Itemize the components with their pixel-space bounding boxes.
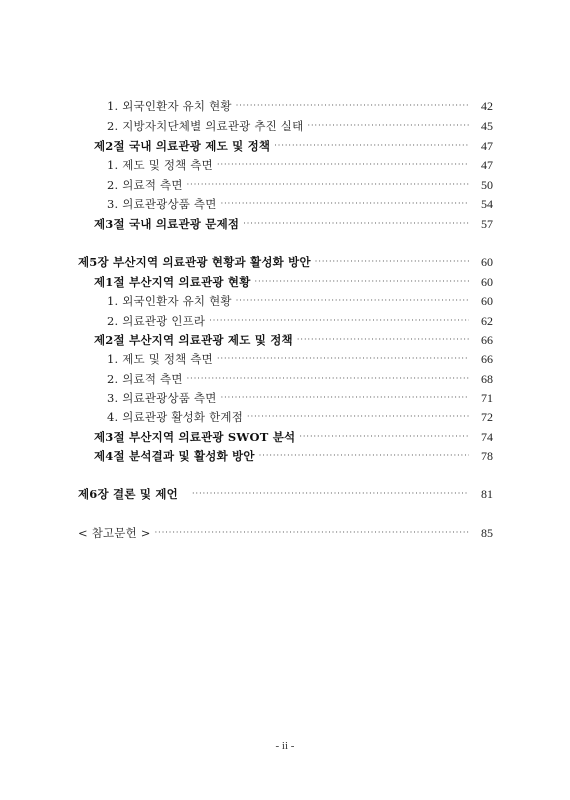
- toc-entry-label: 4. 의료관광 활성화 한계점: [107, 410, 244, 424]
- toc-leader-dots: [236, 96, 469, 115]
- toc-entry-label: 제3절 부산지역 의료관광 SWOT 분석: [94, 430, 296, 444]
- toc-leader-dots: [274, 136, 469, 155]
- toc-entry-label: 제5장 부산지역 의료관광 현황과 활성화 방안: [78, 255, 311, 269]
- toc-leader-dots: [187, 369, 469, 388]
- toc-leader-dots: [236, 291, 469, 310]
- toc-entry-section[interactable]: [94, 137, 493, 156]
- toc-entry-label: 1. 외국인환자 유치 현황: [107, 294, 232, 308]
- toc-page-number: 74: [481, 430, 493, 444]
- toc-entry[interactable]: [107, 156, 493, 175]
- toc-page-number: 78: [481, 449, 493, 463]
- toc-entry-label: 2. 지방자치단체별 의료관광 추진 실태: [107, 119, 304, 133]
- toc-page-number: 45: [481, 119, 493, 133]
- toc-entry[interactable]: [107, 117, 493, 136]
- toc-page-number: 68: [481, 372, 493, 386]
- toc-page-number: 60: [481, 275, 493, 289]
- toc-entry-references[interactable]: [78, 524, 493, 543]
- toc-page-number: 66: [481, 333, 493, 347]
- toc-entry-label: 제2절 국내 의료관광 제도 및 정책: [94, 139, 271, 153]
- toc-entry-label: 1. 제도 및 정책 측면: [107, 352, 213, 366]
- toc-leader-dots: [187, 175, 469, 194]
- toc-entry-label: 2. 의료적 측면: [107, 372, 183, 386]
- toc-entry-chapter[interactable]: [78, 485, 493, 504]
- toc-entry-label: 2. 의료적 측면: [107, 178, 183, 192]
- toc-entry-label: 1. 외국인환자 유치 현황: [107, 99, 232, 113]
- toc-leader-dots: [217, 155, 469, 174]
- page-footer-number: - ii -: [275, 740, 295, 752]
- toc-leader-dots: [247, 407, 469, 426]
- toc-leader-dots: [259, 446, 469, 465]
- toc-leader-dots: [315, 252, 469, 271]
- toc-page-number: 47: [481, 158, 493, 172]
- toc-page-number: 81: [481, 487, 493, 501]
- toc-entry-label: < 참고문헌 >: [78, 526, 151, 540]
- toc-page-number: 85: [481, 526, 493, 540]
- toc-entry[interactable]: [107, 389, 493, 408]
- toc-leader-dots: [307, 116, 469, 135]
- toc-leader-dots: [217, 349, 469, 368]
- toc-page-number: 54: [481, 197, 493, 211]
- toc-page-number: 60: [481, 294, 493, 308]
- toc-entry[interactable]: [107, 350, 493, 369]
- toc-leader-dots: [297, 330, 469, 349]
- toc-leader-dots: [299, 427, 469, 446]
- toc-entry-label: 3. 의료관광상품 측면: [107, 197, 217, 211]
- toc-page-number: 72: [481, 410, 493, 424]
- toc-leader-dots: [221, 194, 469, 213]
- toc-entry[interactable]: [107, 370, 493, 389]
- toc-page-number: 60: [481, 255, 493, 269]
- toc-page-number: 42: [481, 99, 493, 113]
- toc-entry-chapter[interactable]: [78, 253, 493, 272]
- toc-entry-label: 2. 의료관광 인프라: [107, 314, 206, 328]
- toc-page-number: 62: [481, 314, 493, 328]
- toc-leader-dots: [209, 311, 469, 330]
- toc-leader-dots: [243, 214, 469, 233]
- toc-entry-section[interactable]: [94, 428, 493, 447]
- toc-entry-section[interactable]: [94, 447, 493, 466]
- toc-page-number: 57: [481, 217, 493, 231]
- toc-entry[interactable]: [107, 408, 493, 427]
- toc-page-number: 50: [481, 178, 493, 192]
- toc-entry-section[interactable]: [94, 273, 493, 292]
- toc-entry-label: 3. 의료관광상품 측면: [107, 391, 217, 405]
- toc-entry[interactable]: [107, 195, 493, 214]
- toc-entry[interactable]: [107, 312, 493, 331]
- toc-leader-dots: [155, 523, 469, 542]
- toc-entry-section[interactable]: [94, 215, 493, 234]
- toc-leader-dots: [221, 388, 469, 407]
- toc-entry[interactable]: [107, 176, 493, 195]
- toc-page-number: 66: [481, 352, 493, 366]
- toc-page-number: 71: [481, 391, 493, 405]
- toc-leader-dots: [255, 272, 469, 291]
- toc-entry-label: 제3절 국내 의료관광 문제점: [94, 217, 240, 231]
- toc-entry-label: 제1절 부산지역 의료관광 현황: [94, 275, 251, 289]
- toc-entry-label: 1. 제도 및 정책 측면: [107, 158, 213, 172]
- toc-entry[interactable]: [107, 292, 493, 311]
- toc-page-number: 47: [481, 139, 493, 153]
- toc-entry-label: 제2절 부산지역 의료관광 제도 및 정책: [94, 333, 293, 347]
- toc-leader-dots: [192, 484, 469, 503]
- toc-entry[interactable]: [107, 97, 493, 116]
- toc-entry-section[interactable]: [94, 331, 493, 350]
- toc-entry-label: 제4절 분석결과 및 활성화 방안: [94, 449, 255, 463]
- toc-entry-label: 제6장 결론 및 제언: [78, 487, 178, 501]
